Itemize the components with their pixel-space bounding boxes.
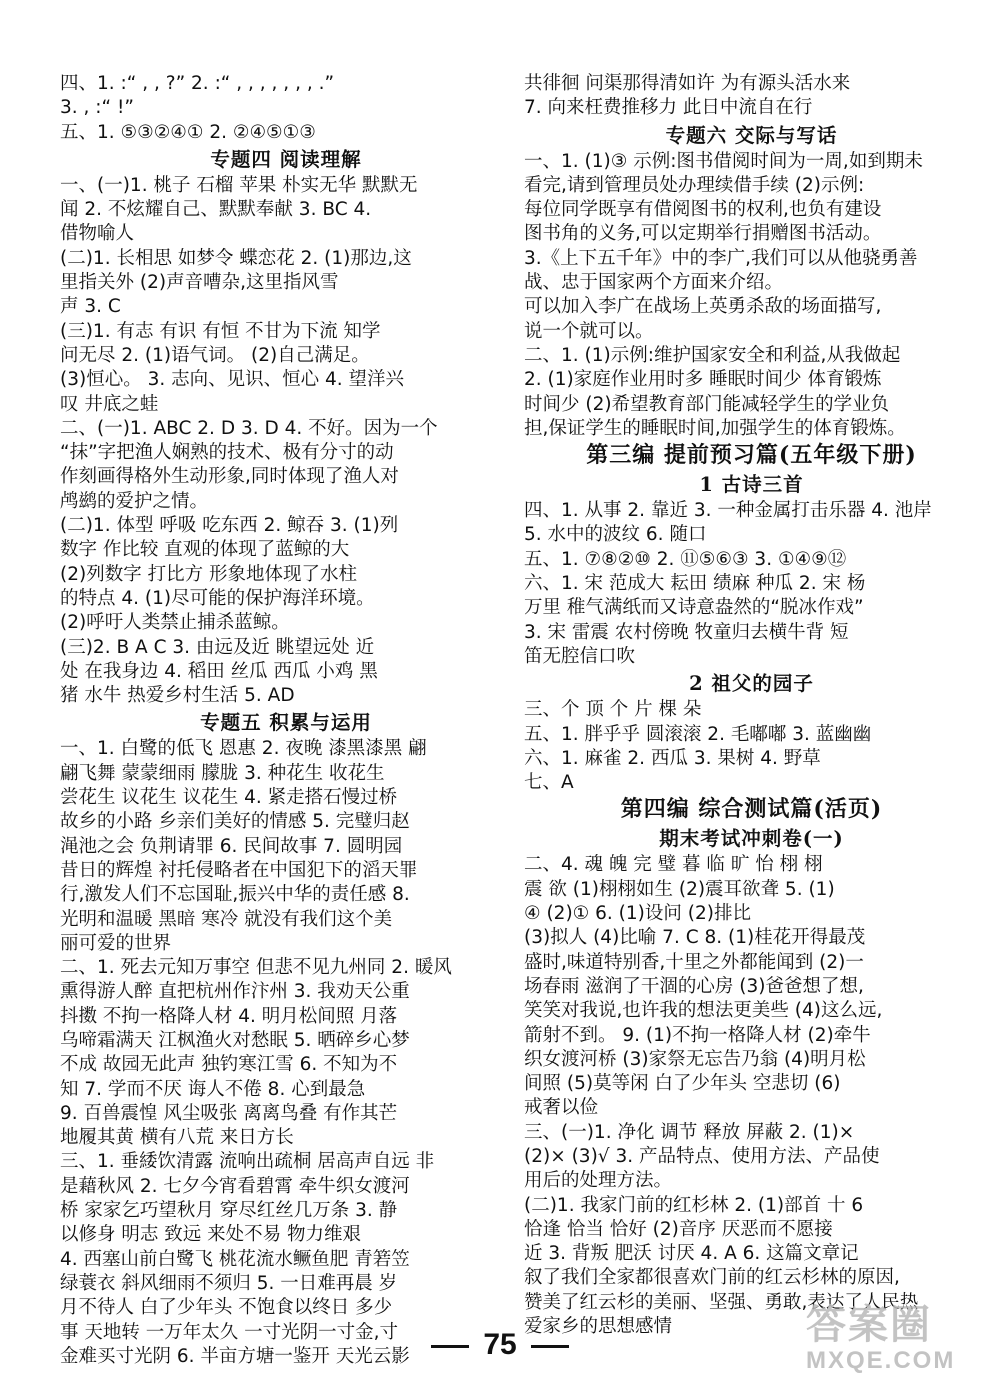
answer-line: 尝花生 议花生 议花生 4. 紧走搭石慢过桥 [60, 787, 398, 809]
answer-line: 五、1. ⑤③②④① 2. ②④⑤①③ [60, 121, 316, 143]
answer-line: 昔日的辉煌 衬托侵略者在中国犯下的滔天罪 [60, 859, 418, 881]
answer-line: (二)1. 体型 呼吸 吃东西 2. 鲸吞 3. (1)列 [60, 515, 399, 537]
answer-line: 二、(一)1. ABC 2. D 3. D 4. 不好。因为一个 [60, 417, 438, 439]
answer-line: 翩飞舞 蒙蒙细雨 朦胧 3. 种花生 收花生 [60, 762, 385, 784]
answer-line: 笛无腔信口吹 [524, 645, 636, 667]
answer-line: 抖擞 不拘一格降人材 4. 明月松间照 月落 [60, 1005, 398, 1027]
answer-line: 不成 故园无此声 独钓寒江雪 6. 不知为不 [60, 1054, 398, 1076]
section-heading: 2 祖父的园子 [689, 672, 814, 696]
answer-line: 战、忠于国家两个方面来介绍。 [524, 272, 784, 294]
answer-line: 织女渡河桥 (3)家祭无忘告乃翁 (4)明月松 [524, 1048, 866, 1070]
answer-line: (3)拟人 (4)比喻 7. C 8. (1)桂花开得最茂 [524, 927, 866, 949]
answer-line: 万里 稚气满纸而又诗意盎然的“脱冰作戏” [524, 597, 864, 619]
answer-line: 说一个就可以。 [524, 320, 654, 342]
watermark-logo [806, 1302, 990, 1380]
page-number-value: 75 [483, 1328, 517, 1361]
answer-line: 一、1. (1)③ 示例:图书借阅时间为一周,如到期未 [524, 150, 923, 172]
page-number-left-rule [431, 1345, 469, 1348]
answer-line: 箭射不到。 9. (1)不拘一格降人材 (2)牵牛 [524, 1024, 871, 1046]
answer-line: 数字 作比较 直观的体现了蓝鲸的大 [60, 539, 350, 561]
answer-line: 时间少 (2)希望教育部门能减轻学生的学业负 [524, 393, 890, 415]
answer-line: 绿蓑衣 斜风细雨不须归 5. 一日难再晨 岁 [60, 1272, 398, 1294]
answer-line: ④ (2)① 6. (1)设问 (2)排比 [524, 903, 751, 925]
answer-line: 三、(一)1. 净化 调节 释放 屏蔽 2. (1)× [524, 1121, 855, 1143]
answer-line: 问无尽 2. (1)语气词。 (2)自己满足。 [60, 344, 370, 366]
answer-line: 处 在我身边 4. 稻田 丝瓜 西瓜 小鸡 黑 [60, 660, 378, 682]
answer-line: 乌啼霜满天 江枫渔火对愁眠 5. 晒碎乡心梦 [60, 1029, 410, 1051]
answer-line: 以修身 明志 致远 来处不易 物力维艰 [60, 1224, 362, 1246]
answer-line: 二、4. 魂 魄 完 璧 暮 临 旷 怡 栩 栩 [524, 854, 823, 876]
answer-line: 5. 水中的波纹 6. 随口 [524, 524, 707, 546]
answer-line: 四、1. 从事 2. 靠近 3. 一种金属打击乐器 4. 池岸 [524, 500, 932, 522]
answer-line: 地履其黄 横有八荒 来日方长 [60, 1127, 294, 1149]
answer-line: 声 3. C [60, 296, 121, 318]
answer-line: 二、1. 死去元知万事空 但悲不见九州同 2. 暖风 [60, 957, 452, 979]
watermark-top-text: 答案圈 [806, 1302, 932, 1348]
answer-line: 3. , :“ !” [60, 97, 134, 119]
answer-line: 光明和温暖 黑暗 寒冷 就没有我们这个美 [60, 908, 393, 930]
answer-line: 7. 向来枉费推移力 此日中流自在行 [524, 97, 813, 119]
section-heading: 专题六 交际与写话 [665, 123, 838, 147]
answer-line: (三)1. 有志 有识 有恒 不甘为下流 知学 [60, 320, 381, 342]
section-heading: 期末考试冲刺卷(一) [659, 827, 844, 851]
answer-line: 9. 百兽震惶 风尘吸张 离离鸟叠 有作其芒 [60, 1102, 398, 1124]
answer-line: 一、1. 白鹭的低飞 恩惠 2. 夜晚 漆黑漆黑 翩 [60, 738, 427, 760]
answer-line: 戒奢以俭 [524, 1097, 599, 1119]
answer-line: 月不待人 白了少年头 不饱食以终日 多少 [60, 1297, 393, 1319]
right-answer-column [524, 72, 979, 1339]
answer-line: 鸬鹚的爱护之情。 [60, 490, 209, 512]
answer-line: 行,激发人们不忘国耻,振兴中华的责任感 8. [60, 884, 410, 906]
answer-line: 赞美了红云杉的美丽、坚强、勇敢,表达了人民热 [524, 1291, 919, 1313]
answer-line: 叹 井底之蛙 [60, 393, 159, 415]
answer-line: 间照 (5)莫等闲 白了少年头 空悲切 (6) [524, 1073, 841, 1095]
answer-line: 七、A [524, 772, 574, 794]
answer-line: 每位同学既享有借阅图书的权利,也负有建设 [524, 199, 882, 221]
answer-line: 一、(一)1. 桃子 石榴 苹果 朴实无华 默默无 [60, 174, 418, 196]
answer-line: 3. 宋 雷震 农村傍晚 牧童归去横牛背 短 [524, 621, 849, 643]
answer-line: 六、1. 宋 范成大 耘田 绩麻 种瓜 2. 宋 杨 [524, 573, 866, 595]
section-heading: 第三编 提前预习篇(五年级下册) [586, 442, 917, 469]
answer-line: 里指关外 (2)声音嘈杂,这里指风雪 [60, 272, 339, 294]
answer-line: 三、个 顶 个 片 棵 朵 [524, 699, 702, 721]
answer-line: 看完,请到管理员处办理续借手续 (2)示例: [524, 174, 865, 196]
answer-line: 知 7. 学而不厌 诲人不倦 8. 心到最急 [60, 1078, 366, 1100]
answer-line: 可以加入李广在战场上英勇杀敌的场面描写, [524, 296, 882, 318]
answer-line: 是藉秋风 2. 七夕今宵看碧霄 牵牛织女渡河 [60, 1175, 410, 1197]
answer-line: 共徘徊 问渠那得清如许 为有源头活水来 [524, 73, 851, 94]
answer-line: “抹”字把渔人娴熟的技术、极有分寸的动 [60, 442, 394, 464]
answer-line: 桥 家家乞巧望秋月 穿尽红丝几万条 3. 静 [60, 1200, 398, 1222]
answer-line: 场春雨 滋润了干涸的心房 (3)爸爸想了想, [524, 975, 864, 997]
answer-line: 恰逢 恰当 恰好 (2)音序 厌恶而不愿接 [524, 1218, 833, 1240]
answer-line: 五、1. 胖乎乎 圆滚滚 2. 毛嘟嘟 3. 蓝幽幽 [524, 723, 872, 745]
answer-line: (2)列数字 打比方 形象地体现了水柱 [60, 563, 357, 585]
answer-line: 借物喻人 [60, 223, 135, 245]
answer-line: 熏得游人醉 直把杭州作汴州 3. 我劝天公重 [60, 981, 410, 1003]
answer-line: 三、1. 垂緌饮清露 流响出疏桐 居高声自远 非 [60, 1151, 435, 1173]
answer-line: 金难买寸光阴 6. 半亩方塘一鉴开 天光云影 [60, 1345, 410, 1367]
answer-line: 4. 西塞山前白鹭飞 桃花流水鳜鱼肥 青箬笠 [60, 1248, 410, 1270]
answer-line: (二)1. 我家门前的红杉林 2. (1)部首 十 6 [524, 1194, 864, 1216]
answer-line: 用后的处理方法。 [524, 1170, 673, 1192]
answer-line: 四、1. :“ , , ?” 2. :“ , , , , , , , .” [60, 73, 335, 94]
answer-line: (2)呼吁人类禁止捕杀蓝鲸。 [60, 612, 290, 634]
answer-line: 五、1. ⑦⑧②⑩ 2. ⑪⑤⑥③ 3. ①④⑨⑫ [524, 548, 847, 570]
answer-line: 猪 水牛 热爱乡村生活 5. AD [60, 685, 295, 707]
section-heading: 专题五 积累与运用 [200, 711, 372, 735]
answer-line: 闻 2. 不炫耀自己、默默奉献 3. BC 4. [60, 199, 372, 221]
answer-line: 作刻画得格外生动形象,同时体现了渔人对 [60, 466, 399, 488]
answer-line: 渑池之会 负荆请罪 6. 民间故事 7. 圆明园 [60, 835, 403, 857]
answer-line: (三)2. B A C 3. 由远及近 眺望远处 近 [60, 636, 375, 658]
section-heading: 1 古诗三首 [699, 473, 804, 497]
answer-line: 故乡的小路 乡亲们美好的情感 5. 完璧归赵 [60, 811, 410, 833]
answer-line: 二、1. (1)示例:维护国家安全和利益,从我做起 [524, 344, 901, 366]
answer-line: 3.《上下五千年》中的李广,我们可以从他骁勇善 [524, 247, 918, 269]
answer-line: 六、1. 麻雀 2. 西瓜 3. 果树 4. 野草 [524, 747, 821, 769]
left-answer-column [60, 72, 512, 1369]
answer-line: (二)1. 长相思 如梦令 蝶恋花 2. (1)那边,这 [60, 247, 412, 269]
answer-line: 笑笑对我说,也许我的想法更美些 (4)这么远, [524, 1000, 883, 1022]
answer-line: 的特点 4. (1)尽可能的保护海洋环境。 [60, 587, 375, 609]
answer-line: (3)恒心。 3. 志向、见识、恒心 4. 望洋兴 [60, 369, 405, 391]
answer-line: 震 欲 (1)栩栩如生 (2)震耳欲聋 5. (1) [524, 878, 835, 900]
answer-line: 2. (1)家庭作业用时多 睡眠时间少 体育锻炼 [524, 369, 882, 391]
answer-line: 图书角的义务,可以定期举行捐赠图书活动。 [524, 223, 882, 245]
answer-line: 担,保证学生的睡眠时间,加强学生的体育锻炼。 [524, 417, 906, 439]
page-number-right-rule [531, 1345, 569, 1348]
watermark-bottom-text: MXQE.COM [806, 1347, 956, 1374]
section-heading: 第四编 综合测试篇(活页) [620, 796, 883, 823]
answer-line: 事 天地转 一万年太久 一寸光阴一寸金,寸 [60, 1321, 399, 1343]
answer-line: 近 3. 背叛 肥沃 讨厌 4. A 6. 这篇文章记 [524, 1243, 859, 1265]
answer-line: 爱家乡的思想感情 [524, 1316, 673, 1338]
answer-line: 叙了我们全家都很喜欢门前的红云杉林的原因, [524, 1267, 900, 1289]
answer-line: 丽可爱的世界 [60, 932, 172, 954]
answer-line: (2)× (3)√ 3. 产品特点、使用方法、产品使 [524, 1145, 880, 1167]
section-heading: 专题四 阅读理解 [210, 147, 362, 171]
answer-line: 盛时,味道特别香,十里之外都能闻到 (2)一 [524, 951, 864, 973]
